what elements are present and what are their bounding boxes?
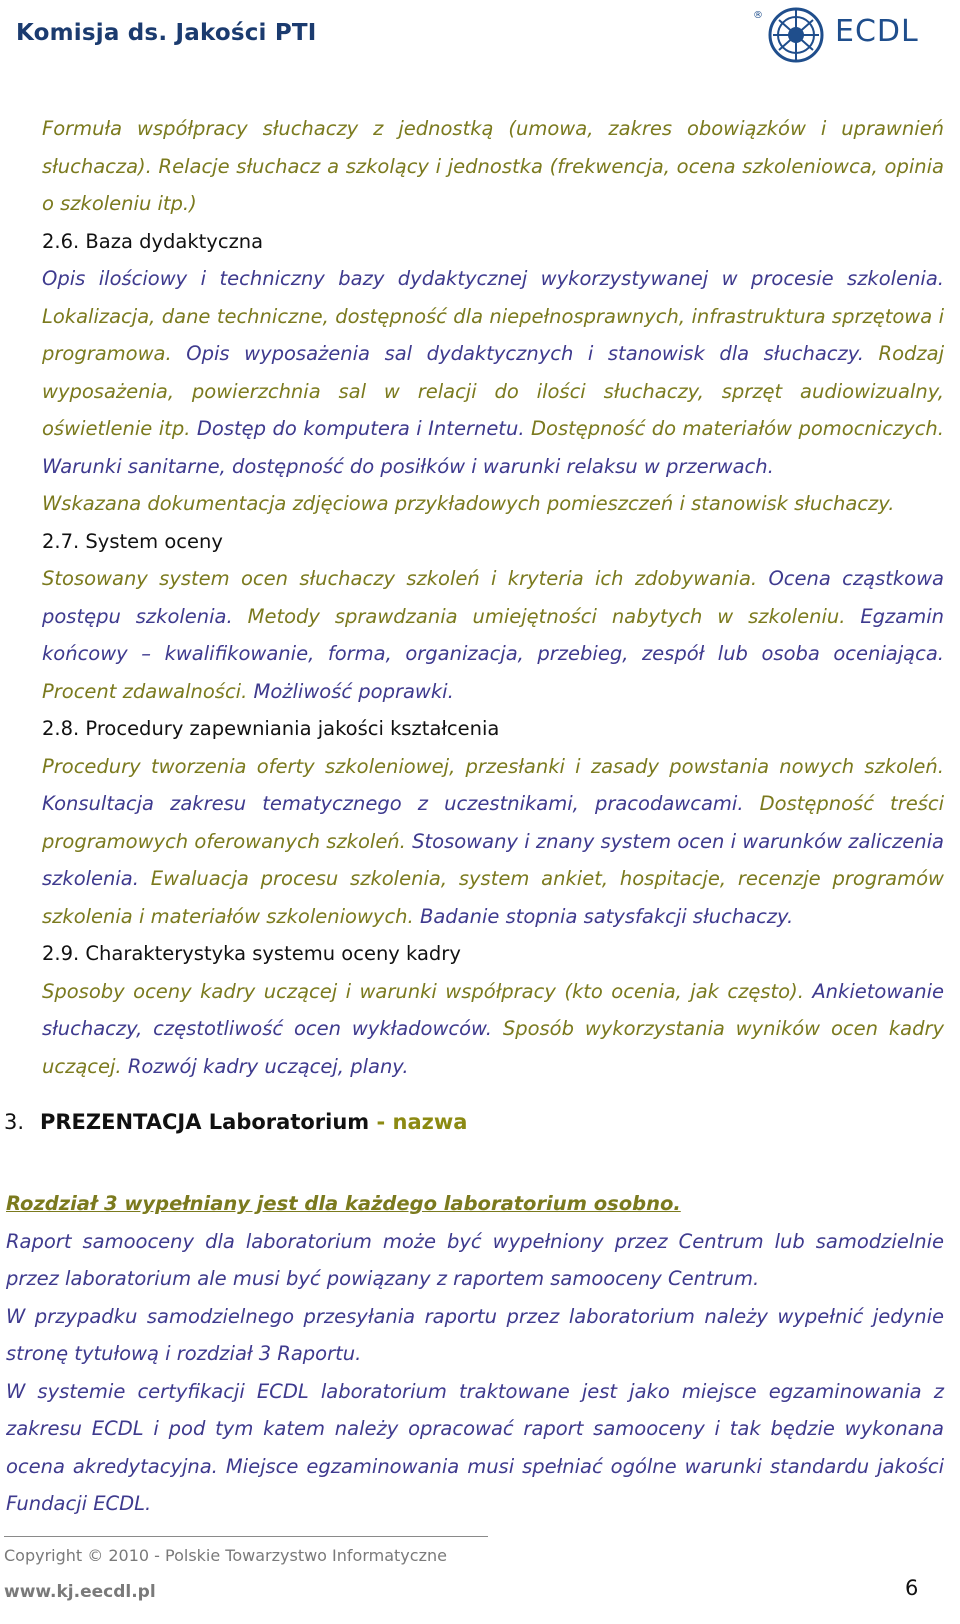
text-span: Warunki sanitarne, dostępność do posiłków i warunki relaksu w przerwach. xyxy=(42,454,774,478)
section-title-suffix: - nazwa xyxy=(369,1110,468,1134)
globe-icon xyxy=(765,4,827,66)
text-span: Badanie stopnia satysfakcji słuchaczy. xyxy=(419,904,794,928)
heading-2-8: 2.8. Procedury zapewniania jakości kształcenia xyxy=(42,717,500,740)
paragraph-2-6 xyxy=(42,260,944,485)
text-span: Procent zdawalności. xyxy=(42,679,254,703)
text-span: Lokalizacja, dane techniczne, dostępność dla niepełnosprawnych, infrastruktura sprzętowa i programowa. xyxy=(42,304,944,365)
section-title: PREZENTACJA Laboratorium xyxy=(40,1110,370,1134)
text-span: Ankietowanie słuchaczy, częstotliwość ocen wykładowców. xyxy=(42,979,944,1040)
paragraph-cooperation: Formuła współpracy słuchaczy z jednostką (umowa, zakres obowiązków i uprawnień słuchacza). Relacje słuchacz a szkolący i jednostka (frekwencja, ocena szkoleniowca, opinia o szkoleniu itp.) xyxy=(42,117,944,215)
text-span: Rozwój kadry uczącej, plany. xyxy=(127,1054,409,1078)
text-span: Rodzaj wyposażenia, powierzchnia sal w relacji do ilości słuchaczy, sprzęt audiowizualny, oświetlenie itp. xyxy=(42,342,945,440)
text-span: Stosowany i znany system ocen i warunków zaliczenia szkolenia. xyxy=(42,829,944,890)
text-span: Opis ilościowy i techniczny bazy dydaktycznej wykorzystywanej w procesie szkolenia. xyxy=(42,267,944,290)
text-span: Sposób wykorzystania wyników ocen kadry uczącej. xyxy=(42,1017,944,1078)
section-3-paragraph: Raport samooceny dla laboratorium może być wypełniony przez Centrum lub samodzielnie przez laboratorium ale musi być powiązany z raportem samooceny Centrum. xyxy=(6,1229,944,1290)
paragraph-2-7 xyxy=(42,560,944,710)
section-3-heading xyxy=(4,1110,467,1134)
section-3-content xyxy=(6,1185,944,1523)
text-span: Stosowany system ocen słuchaczy szkoleń i kryteria ich zdobywania. xyxy=(42,567,769,590)
heading-2-6: 2.6. Baza dydaktyczna xyxy=(42,229,264,253)
footer-copyright: Copyright © 2010 - Polskie Towarzystwo Informatyczne xyxy=(4,1546,447,1565)
paragraph-2-8 xyxy=(42,748,944,936)
text-span: Możliwość poprawki. xyxy=(253,679,454,703)
text-span: Procedury tworzenia oferty szkoleniowej, przesłanki i zasady powstania nowych szkoleń. xyxy=(42,754,944,778)
page-number: 6 xyxy=(905,1576,919,1600)
footer-website-link[interactable]: www.kj.eecdl.pl xyxy=(4,1582,156,1602)
text-span: Egzamin końcowy – kwalifikowanie, forma, organizacja, przebieg, zespół lub osoba oceniająca. xyxy=(42,604,944,665)
text-span: Sposoby oceny kadry uczącej i warunki współpracy (kto ocenia, jak często). xyxy=(42,979,813,1003)
ecdl-logo xyxy=(753,4,925,66)
registered-mark: ® xyxy=(753,10,763,21)
text-span: Ewaluacja procesu szkolenia, system ankiet, hospitacje, recenzje programów szkolenia i materiałów szkoleniowych. xyxy=(42,867,944,928)
header-title: Komisja ds. Jakości PTI xyxy=(16,20,317,46)
heading-2-9: 2.9. Charakterystyka systemu oceny kadry xyxy=(42,942,461,965)
section-3-paragraph: W przypadku samodzielnego przesyłania raportu przez laboratorium należy wypełnić jedynie stronę tytułową i rozdział 3 Raportu. xyxy=(6,1304,944,1365)
logo-text: ECDL xyxy=(835,14,919,49)
text-span: Konsultacja zakresu tematycznego z uczestnikami, pracodawcami. xyxy=(42,792,760,815)
text-span: Dostępność treści programowych oferowanych szkoleń. xyxy=(42,792,945,853)
paragraph-2-9 xyxy=(42,973,944,1086)
section-3-note: Rozdział 3 wypełniany jest dla każdego laboratorium osobno. xyxy=(6,1192,681,1215)
paragraph-photo-docs: Wskazana dokumentacja zdjęciowa przykładowych pomieszczeń i stanowisk słuchaczy. xyxy=(42,492,895,515)
section-number: 3. xyxy=(4,1110,25,1134)
text-span: Dostęp do komputera i Internetu. xyxy=(196,417,531,440)
main-content xyxy=(42,110,944,1085)
footer-divider xyxy=(4,1536,488,1537)
text-span: Opis wyposażenia sal dydaktycznych i stanowisk dla słuchaczy. xyxy=(186,342,879,365)
heading-2-7: 2.7. System oceny xyxy=(42,529,223,553)
text-span: Metody sprawdzania umiejętności nabytych w szkoleniu. xyxy=(247,604,861,628)
text-span: Ocena cząstkowa postępu szkolenia. xyxy=(42,567,944,628)
section-3-paragraph: W systemie certyfikacji ECDL laboratorium traktowane jest jako miejsce egzaminowania z zakresu ECDL i pod tym katem należy opracować raport samooceny i tak będzie wykonana ocena akredytacyjna. Miejsce egzaminowania musi spełniać ogólne warunki standardu jakości Fundacji ECDL. xyxy=(6,1379,944,1515)
text-span: Dostępność do materiałów pomocniczych. xyxy=(531,417,944,440)
